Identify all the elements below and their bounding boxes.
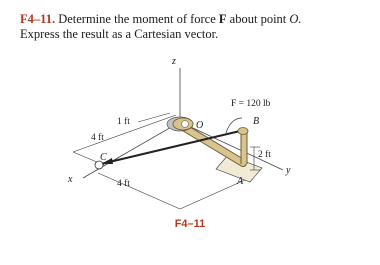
axis-label-x: x bbox=[68, 174, 73, 185]
problem-text-middle: about point bbox=[229, 12, 287, 26]
force-symbol: F bbox=[218, 12, 227, 26]
pin-o bbox=[182, 121, 189, 128]
dim-label-4ft-side: 4 ft bbox=[91, 133, 104, 143]
dim-label-1ft: 1 ft bbox=[117, 117, 130, 127]
dim-label-4ft-bottom: 4 ft bbox=[117, 179, 130, 189]
dim-ext-a bbox=[180, 180, 245, 209]
figure-caption: F4–11 bbox=[174, 218, 206, 230]
dim-label-2ft: 2 ft bbox=[258, 150, 271, 160]
axis-label-y: y bbox=[286, 165, 291, 176]
problem-number: F4–11. bbox=[20, 12, 56, 26]
point-label-b: B bbox=[253, 116, 260, 127]
point-symbol: O. bbox=[289, 12, 302, 26]
axis-label-z: z bbox=[172, 56, 176, 67]
dim-line-4ft-bottom bbox=[98, 173, 180, 209]
joint-b bbox=[238, 128, 248, 135]
x-axis bbox=[83, 122, 180, 178]
problem-text-line2: Express the result as a Cartesian vector. bbox=[20, 27, 219, 41]
problem-text-before: Determine the moment of force bbox=[58, 12, 216, 26]
point-label-o: O bbox=[196, 120, 204, 131]
point-label-a: A bbox=[237, 176, 244, 187]
dim-line-1ft bbox=[138, 113, 170, 122]
force-label: F = 120 lb bbox=[231, 99, 271, 109]
point-label-c: C bbox=[100, 152, 107, 163]
